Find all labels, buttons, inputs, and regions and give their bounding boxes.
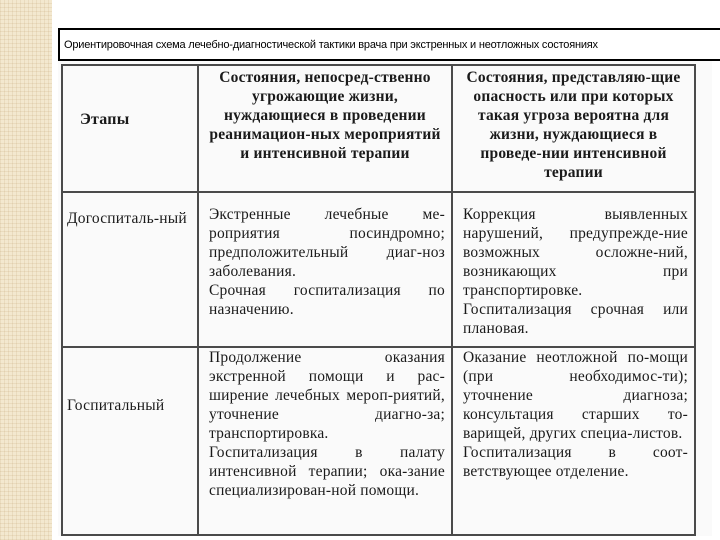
cell-paragraph: Оказание неотложной по-мощи (при необходимос-ти); уточнение диагноза; консультация старших то-варищей, других специа-листов. [463,349,688,442]
cell-text-block [199,193,451,319]
slide-title: Ориентировочная схема лечебно-диагностической тактики врача при экстренных и неотложных состояниях [64,38,598,51]
cell-paragraph: Коррекция выявленных нарушений, предупрежде-ние возможных осложне-ний, возникающих при транспортировке. [463,206,688,299]
header-cell-urgent [452,65,695,192]
stage-label-prehospital: Догоспиталь-ный [67,210,187,227]
tactics-table [61,64,696,536]
cell-text-block [453,193,694,338]
table-row [62,347,695,535]
urgent-cell [452,347,695,535]
decorative-side-strip [0,0,52,540]
stage-cell [62,192,198,347]
header-cell-stages [62,65,198,192]
header-stages-label: Этапы [80,111,130,128]
cell-paragraph: Госпитализация в палату интенсивной терапии; ока-зание специализирован-ной помощи. [209,444,445,499]
cell-paragraph: Госпитализация срочная или плановая. [463,301,688,337]
header-critical-label: Состояния, непосред-ственно угрожающие жизни, нуждающиеся в проведении реанимацион-ных мероприятий и интенсивной терапии [209,69,441,162]
urgent-cell [452,192,695,347]
cell-text-block [199,348,451,500]
header-urgent-label: Состояния, представляю-щие опасность или при которых такая угроза вероятна для жизни, нуждающиеся в проведе-нии интенсивной терапии [466,69,681,181]
header-cell-critical [198,65,452,192]
cell-paragraph: Продолжение оказания экстренной помощи и рас-ширение лечебных мероп-риятий, уточнение диагно-за; транспортировка. [209,349,445,442]
cell-text-block [453,348,694,481]
stage-cell [62,347,198,535]
cell-paragraph: Госпитализация в соот-ветствующее отделение. [463,444,688,480]
table-row [62,192,695,347]
cell-paragraph: Срочная госпитализация по назначению. [209,282,445,318]
title-banner [58,28,720,61]
table-header-row [62,65,695,192]
cell-paragraph: Экстренные лечебные ме-роприятия посиндромно; предположительный диаг-ноз заболевания. [209,206,445,280]
critical-cell [198,192,452,347]
stage-label-hospital: Госпитальный [67,397,165,414]
critical-cell [198,347,452,535]
